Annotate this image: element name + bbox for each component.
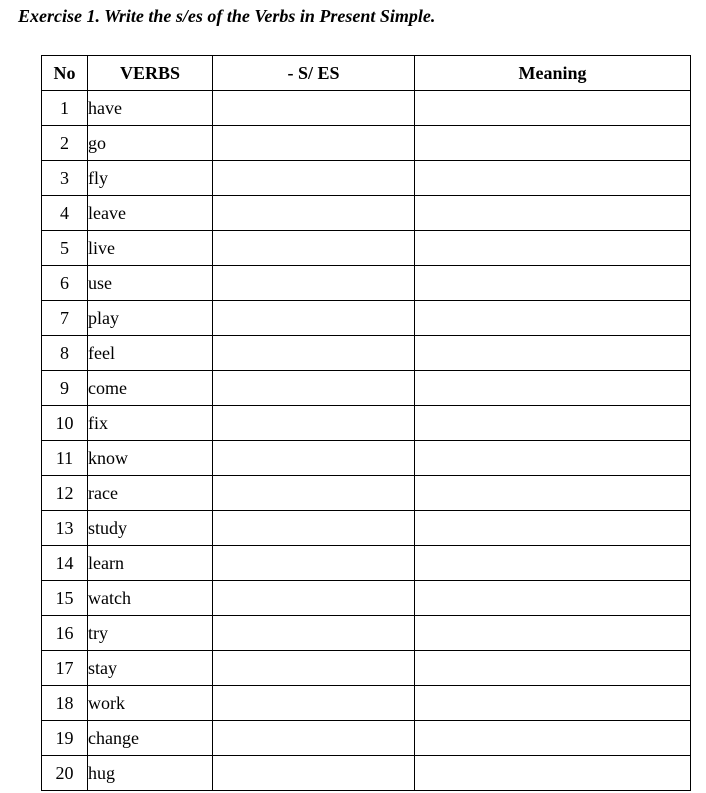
table-row (42, 371, 691, 406)
meaning-answer-cell[interactable] (415, 616, 691, 651)
ses-answer-cell[interactable] (213, 721, 415, 756)
row-number: 18 (42, 686, 88, 721)
row-number: 17 (42, 651, 88, 686)
table-row (42, 686, 691, 721)
row-number: 5 (42, 231, 88, 266)
row-number: 7 (42, 301, 88, 336)
meaning-answer-cell[interactable] (415, 371, 691, 406)
ses-answer-cell[interactable] (213, 91, 415, 126)
ses-answer-cell[interactable] (213, 546, 415, 581)
verb-cell: have (88, 91, 213, 126)
ses-answer-cell[interactable] (213, 301, 415, 336)
meaning-answer-cell[interactable] (415, 756, 691, 791)
meaning-answer-cell[interactable] (415, 231, 691, 266)
row-number: 4 (42, 196, 88, 231)
ses-answer-cell[interactable] (213, 511, 415, 546)
verb-cell: feel (88, 336, 213, 371)
ses-answer-cell[interactable] (213, 161, 415, 196)
ses-answer-cell[interactable] (213, 126, 415, 161)
table-row (42, 301, 691, 336)
row-number: 1 (42, 91, 88, 126)
header-ses: - S/ ES (213, 56, 415, 91)
row-number: 12 (42, 476, 88, 511)
verb-cell: race (88, 476, 213, 511)
ses-answer-cell[interactable] (213, 266, 415, 301)
table-row (42, 91, 691, 126)
verb-cell: hug (88, 756, 213, 791)
row-number: 11 (42, 441, 88, 476)
row-number: 3 (42, 161, 88, 196)
meaning-answer-cell[interactable] (415, 91, 691, 126)
row-number: 15 (42, 581, 88, 616)
row-number: 16 (42, 616, 88, 651)
table-row (42, 441, 691, 476)
meaning-answer-cell[interactable] (415, 441, 691, 476)
ses-answer-cell[interactable] (213, 196, 415, 231)
header-meaning: Meaning (415, 56, 691, 91)
ses-answer-cell[interactable] (213, 756, 415, 791)
ses-answer-cell[interactable] (213, 406, 415, 441)
verb-cell: use (88, 266, 213, 301)
verb-cell: try (88, 616, 213, 651)
meaning-answer-cell[interactable] (415, 686, 691, 721)
meaning-answer-cell[interactable] (415, 196, 691, 231)
verb-cell: fly (88, 161, 213, 196)
verb-cell: learn (88, 546, 213, 581)
ses-answer-cell[interactable] (213, 371, 415, 406)
meaning-answer-cell[interactable] (415, 721, 691, 756)
meaning-answer-cell[interactable] (415, 406, 691, 441)
ses-answer-cell[interactable] (213, 336, 415, 371)
table-row (42, 161, 691, 196)
verb-cell: leave (88, 196, 213, 231)
verb-cell: fix (88, 406, 213, 441)
meaning-answer-cell[interactable] (415, 126, 691, 161)
table-row (42, 756, 691, 791)
table-row (42, 721, 691, 756)
ses-answer-cell[interactable] (213, 686, 415, 721)
table-row (42, 406, 691, 441)
verb-cell: stay (88, 651, 213, 686)
row-number: 6 (42, 266, 88, 301)
meaning-answer-cell[interactable] (415, 336, 691, 371)
verb-cell: know (88, 441, 213, 476)
table-row (42, 476, 691, 511)
verb-cell: come (88, 371, 213, 406)
verb-cell: study (88, 511, 213, 546)
table-row (42, 336, 691, 371)
verb-cell: watch (88, 581, 213, 616)
table-row (42, 126, 691, 161)
row-number: 2 (42, 126, 88, 161)
meaning-answer-cell[interactable] (415, 511, 691, 546)
table-row (42, 616, 691, 651)
row-number: 20 (42, 756, 88, 791)
ses-answer-cell[interactable] (213, 616, 415, 651)
row-number: 13 (42, 511, 88, 546)
table-row (42, 266, 691, 301)
table-row (42, 546, 691, 581)
meaning-answer-cell[interactable] (415, 476, 691, 511)
verbs-table (41, 55, 691, 791)
meaning-answer-cell[interactable] (415, 651, 691, 686)
ses-answer-cell[interactable] (213, 231, 415, 266)
table-row (42, 231, 691, 266)
meaning-answer-cell[interactable] (415, 546, 691, 581)
table-row (42, 196, 691, 231)
verb-cell: play (88, 301, 213, 336)
ses-answer-cell[interactable] (213, 581, 415, 616)
row-number: 9 (42, 371, 88, 406)
table-header-row (42, 56, 691, 91)
meaning-answer-cell[interactable] (415, 161, 691, 196)
table-body (42, 91, 691, 791)
table-row (42, 581, 691, 616)
verb-cell: go (88, 126, 213, 161)
ses-answer-cell[interactable] (213, 476, 415, 511)
verb-cell: live (88, 231, 213, 266)
row-number: 14 (42, 546, 88, 581)
row-number: 10 (42, 406, 88, 441)
row-number: 19 (42, 721, 88, 756)
ses-answer-cell[interactable] (213, 441, 415, 476)
row-number: 8 (42, 336, 88, 371)
meaning-answer-cell[interactable] (415, 581, 691, 616)
header-verbs: VERBS (88, 56, 213, 91)
table-row (42, 651, 691, 686)
table-row (42, 511, 691, 546)
verb-cell: change (88, 721, 213, 756)
ses-answer-cell[interactable] (213, 651, 415, 686)
header-no: No (42, 56, 88, 91)
meaning-answer-cell[interactable] (415, 266, 691, 301)
verb-cell: work (88, 686, 213, 721)
meaning-answer-cell[interactable] (415, 301, 691, 336)
exercise-title: Exercise 1. Write the s/es of the Verbs in Present Simple. (18, 6, 436, 26)
